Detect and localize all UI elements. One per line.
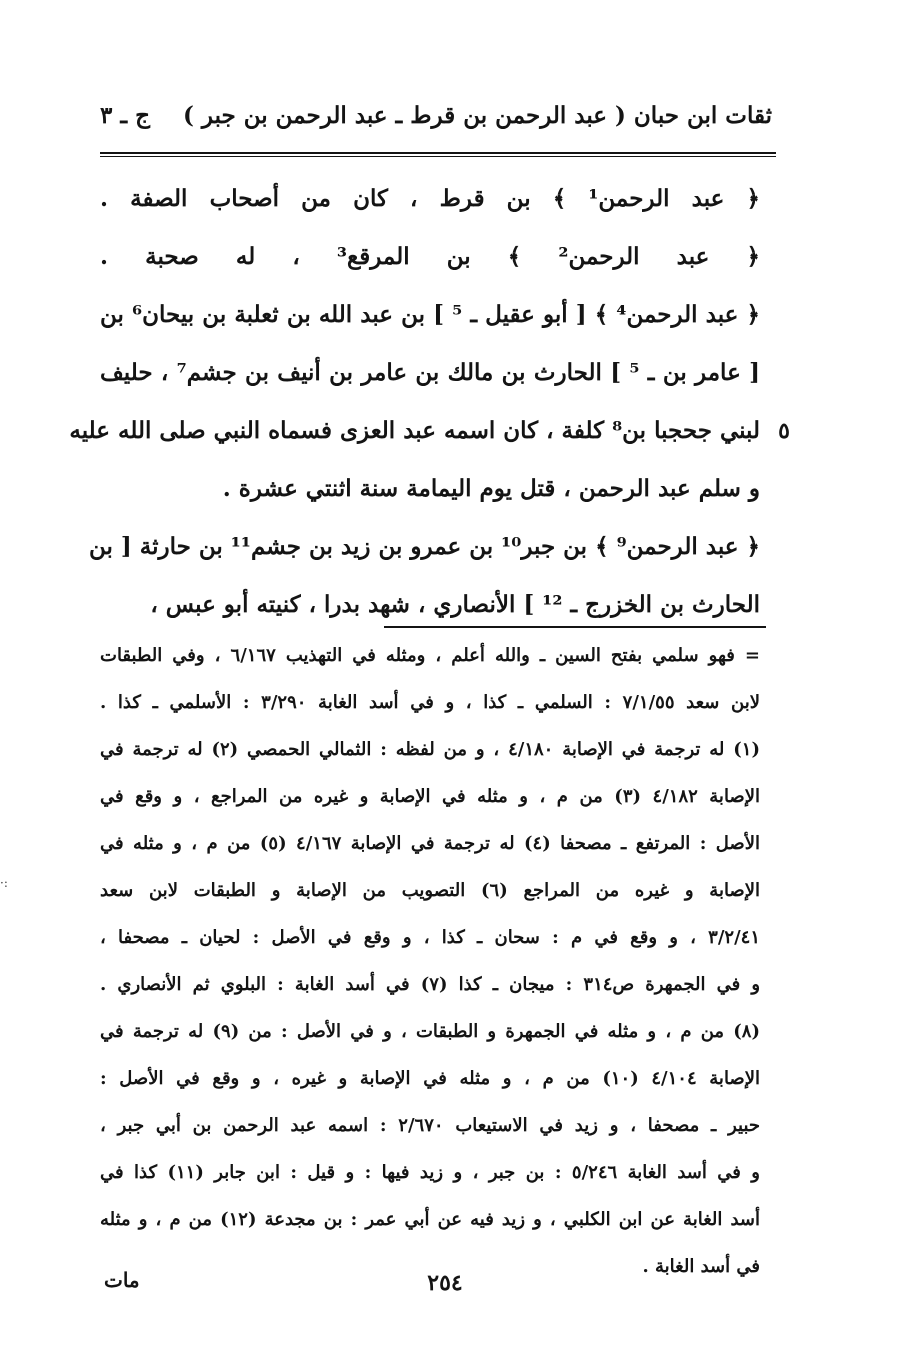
line-number: ٥ — [778, 418, 790, 444]
body-line: ﴿ عبد الرحمن² ﴾ بن المرقع³ ، له صحبة . — [100, 243, 761, 270]
body-line: الحارث بن الخزرج ـ ¹² ] الأنصاري ، شهد بدرا ، كنيته أبو عبس ، — [150, 591, 760, 618]
footnote-line: الإصابة و غيره من المراجع (٦) التصويب من الإصابة و الطبقات لابن سعد — [100, 880, 760, 901]
margin-speck: ·: — [0, 876, 8, 890]
main-text — [69, 170, 790, 634]
body-line: ﴿ عبد الرحمن¹ ﴾ بن قرط ، كان من أصحاب الصفة . — [100, 185, 760, 212]
footnote-line: في أسد الغابة . — [642, 1256, 760, 1277]
header-rule — [100, 152, 776, 154]
body-line: [ عامر بن ـ ⁵ ] الحارث بن مالك بن عامر بن أنيف بن جشم⁷ ، حليف — [100, 359, 760, 386]
footnote-line: و في أسد الغابة ٥/٢٤٦ : بن جبر ، و زيد فيها : و قيل : ابن جابر (١١) كذا في — [100, 1162, 760, 1183]
header-rule-thin — [100, 156, 776, 157]
footnote-line: = فهو سلمي بفتح السين ـ والله أعلم ، ومثله في التهذيب ٦/١٦٧ ، وفي الطبقات — [100, 645, 760, 666]
header-volume: ج ـ ٣ — [100, 102, 150, 129]
footnote-line: حبير ـ مصحفا ، و زيد في الاستيعاب ٢/٦٧٠ : اسمه عبد الرحمن بن أبي جبر ، — [100, 1115, 760, 1136]
signature-word: مات — [104, 1268, 140, 1292]
footnote-rule — [384, 626, 766, 628]
footnotes — [100, 632, 760, 1290]
footnote-line: الإصابة ٤/١٠٤ (١٠) من م ، و مثله في الإصابة و غيره ، و وقع في الأصل : — [100, 1068, 760, 1089]
footnote-line: لابن سعد ٧/١/٥٥ : السلمي ـ كذا ، و في أسد الغابة ٣/٢٩٠ : الأسلمي ـ كذا . — [100, 692, 760, 713]
running-header — [100, 96, 772, 146]
page-number: ٢٥٤ — [427, 1270, 463, 1296]
footnote-line: (٨) من م ، و مثله في الجمهرة و الطبقات ، و في الأصل : من (٩) له ترجمة في — [100, 1021, 760, 1042]
header-title: ثقات ابن حبان ( عبد الرحمن بن قرط ـ عبد الرحمن بن جبر ) — [183, 102, 772, 129]
body-line: ﴿ عبد الرحمن⁹ ﴾ بن جبر¹⁰ بن عمرو بن زيد بن جشم¹¹ بن حارثة [ بن — [88, 533, 760, 560]
footnote-line: الأصل : المرتفع ـ مصحفا (٤) له ترجمة في الإصابة ٤/١٦٧ (٥) من م ، و مثله في — [100, 833, 760, 854]
footnote-line: الإصابة ٤/١٨٢ (٣) من م ، و مثله في الإصابة و غيره من المراجع ، و وقع في — [100, 786, 760, 807]
footnote-line: أسد الغابة عن ابن الكلبي ، و زيد فيه عن أبي عمر : بن مجدعة (١٢) من م ، و مثله — [100, 1209, 760, 1230]
body-line: و سلم عبد الرحمن ، قتل يوم اليمامة سنة اثنتي عشرة . — [222, 475, 760, 502]
footnote-line: ٣/٢/٤١ ، و وقع في م : سحان ـ كذا ، و وقع في الأصل : لحيان ـ مصحفا ، — [100, 927, 760, 948]
body-line: ﴿ عبد الرحمن⁴ ﴾ [ أبو عقيل ـ ⁵ ] بن عبد الله بن ثعلبة بن بيحان⁶ بن — [100, 301, 760, 328]
body-line-5 — [69, 402, 790, 460]
footnote-line: و في الجمهرة ص٣١٤ : ميجان ـ كذا (٧) في أسد الغابة : البلوي ثم الأنصاري . — [100, 974, 761, 995]
footnote-line: (١) له ترجمة في الإصابة ٤/١٨٠ ، و من لفظه : الثمالي الحمصي (٢) له ترجمة في — [100, 739, 760, 760]
body-line-text: لبني جحجبا بن⁸ كلفة ، كان اسمه عبد العزى فسماه النبي صلى الله عليه — [69, 417, 760, 444]
